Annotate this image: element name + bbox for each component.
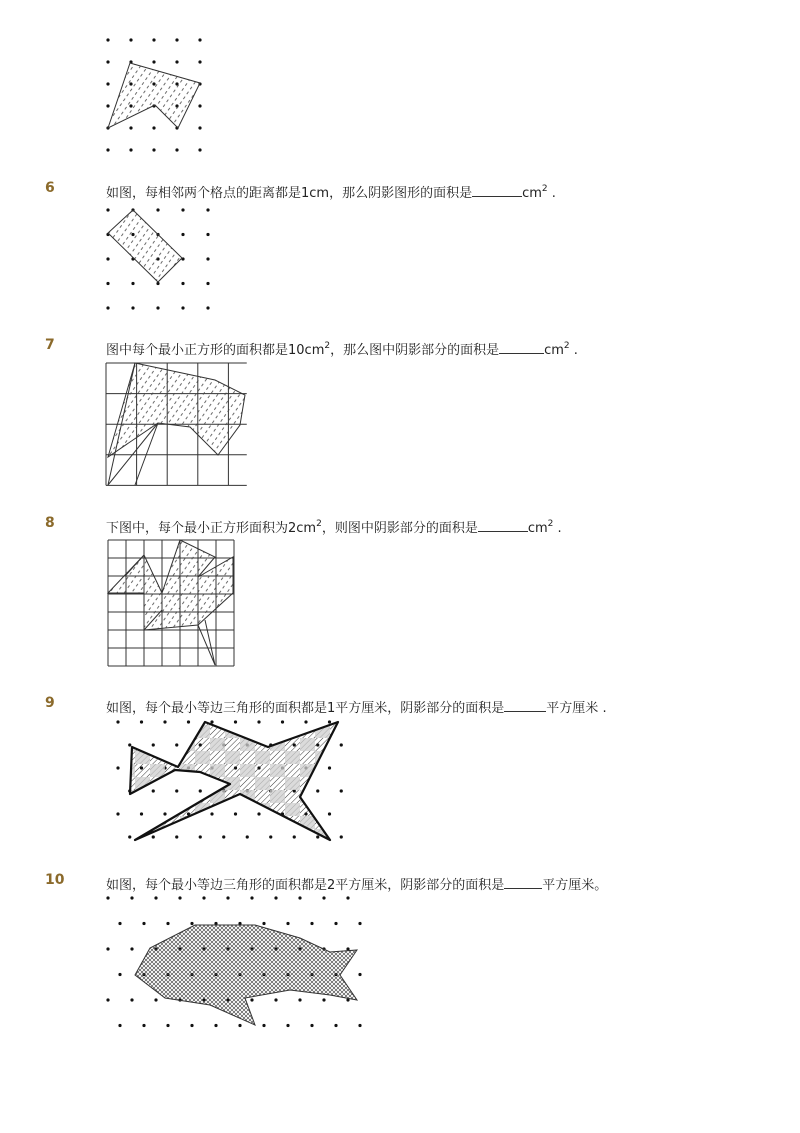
question-text: 图中每个最小正方形的面积都是$10cm^2$，那么图中阴影部分的面积是 $cm^2$ . [106, 341, 578, 358]
question-text: 如图，每个最小等边三角形的面积都是1平方厘米，阴影部分的面积是 平方厘米 . [106, 701, 607, 716]
grid-dot [128, 743, 131, 746]
grid-dot [298, 998, 301, 1001]
figure-q8-square-grid [0, 535, 800, 675]
grid-dot [210, 812, 213, 815]
grid-dot [106, 257, 109, 260]
figure-q7-square-grid [0, 355, 800, 495]
grid-dot [130, 896, 133, 899]
grid-dot [198, 148, 201, 151]
grid-dot [106, 947, 109, 950]
grid-dot [198, 126, 201, 129]
grid-dot [304, 720, 307, 723]
grid-dot [274, 896, 277, 899]
shaded-polygon [108, 540, 233, 630]
grid-dot [181, 208, 184, 211]
grid-dot [262, 922, 265, 925]
question-number: 10 [45, 872, 65, 888]
grid-dot [152, 148, 155, 151]
question-number: 8 [45, 515, 55, 531]
grid-dot [154, 896, 157, 899]
grid-dot [106, 208, 109, 211]
grid-dot [246, 835, 249, 838]
grid-dot [226, 896, 229, 899]
grid-dot [106, 896, 109, 899]
grid-dot [334, 1024, 337, 1027]
grid-dot [190, 922, 193, 925]
question-number: 6 [45, 180, 55, 196]
grid-dot [106, 148, 109, 151]
grid-dot [316, 835, 319, 838]
grid-dot [116, 720, 119, 723]
grid-dot [340, 835, 343, 838]
grid-dot [274, 998, 277, 1001]
grid-dot [358, 973, 361, 976]
grid-dot [152, 835, 155, 838]
grid-dot [198, 60, 201, 63]
question-text: 如图，每相邻两个格点的距离都是1cm，那么阴影图形的面积是 $cm^2$ . [106, 184, 556, 201]
grid-dot [118, 922, 121, 925]
grid-dot [310, 922, 313, 925]
grid-dot [142, 1024, 145, 1027]
grid-dot [175, 835, 178, 838]
grid-dot [106, 82, 109, 85]
figure-q9-triangle-dot-grid [0, 712, 800, 852]
shaded-polygon [108, 363, 245, 457]
question-text: 下图中，每个最小正方形面积为$2cm^2$，则图中阴影部分的面积是 $cm^2$ . [106, 519, 562, 536]
grid-dot [175, 789, 178, 792]
grid-dot [131, 306, 134, 309]
grid-dot [156, 208, 159, 211]
grid-dot [328, 720, 331, 723]
grid-dot [131, 282, 134, 285]
grid-dot [269, 835, 272, 838]
grid-dot [206, 208, 209, 211]
grid-dot [202, 896, 205, 899]
grid-dot [178, 896, 181, 899]
grid-dot [199, 789, 202, 792]
grid-dot [346, 896, 349, 899]
question-number: 7 [45, 337, 55, 353]
shaded-fish [135, 925, 357, 1025]
grid-dot [206, 282, 209, 285]
question-number: 9 [45, 695, 55, 711]
grid-dot [198, 104, 201, 107]
grid-dot [163, 720, 166, 723]
grid-dot [142, 922, 145, 925]
grid-dot [152, 38, 155, 41]
grid-dot [190, 1024, 193, 1027]
grid-dot [128, 835, 131, 838]
grid-dot [106, 60, 109, 63]
grid-dot [234, 720, 237, 723]
grid-dot [130, 947, 133, 950]
grid-dot [340, 789, 343, 792]
grid-dot [298, 896, 301, 899]
grid-dot [140, 812, 143, 815]
grid-dot [358, 922, 361, 925]
grid-dot [129, 148, 132, 151]
grid-dot [106, 282, 109, 285]
figure-q6-dot-grid [0, 195, 800, 320]
grid-dot [187, 720, 190, 723]
grid-dot [166, 922, 169, 925]
grid-dot [116, 812, 119, 815]
grid-dot [199, 835, 202, 838]
grid-dot [118, 1024, 121, 1027]
grid-dot [166, 1024, 169, 1027]
grid-dot [198, 38, 201, 41]
grid-dot [214, 1024, 217, 1027]
grid-dot [106, 104, 109, 107]
grid-dot [328, 766, 331, 769]
grid-dot [257, 812, 260, 815]
grid-dot [286, 922, 289, 925]
grid-dot [118, 973, 121, 976]
grid-dot [129, 38, 132, 41]
grid-dot [152, 126, 155, 129]
grid-dot [175, 743, 178, 746]
grid-dot [316, 789, 319, 792]
grid-dot [322, 896, 325, 899]
grid-dot [262, 1024, 265, 1027]
grid-dot [140, 720, 143, 723]
grid-dot [181, 306, 184, 309]
grid-dot [257, 720, 260, 723]
grid-dot [340, 743, 343, 746]
grid-dot [286, 1024, 289, 1027]
grid-dot [210, 720, 213, 723]
grid-dot [181, 233, 184, 236]
grid-dot [175, 38, 178, 41]
grid-dot [116, 766, 119, 769]
grid-dot [293, 835, 296, 838]
grid-dot [328, 812, 331, 815]
grid-dot [163, 812, 166, 815]
grid-dot [234, 812, 237, 815]
grid-dot [250, 998, 253, 1001]
grid-dot [206, 233, 209, 236]
grid-dot [206, 306, 209, 309]
grid-dot [129, 126, 132, 129]
grid-dot [322, 998, 325, 1001]
grid-dot [175, 60, 178, 63]
grid-dot [152, 60, 155, 63]
figure-q10-triangle-dot-grid [0, 890, 800, 1035]
grid-dot [281, 720, 284, 723]
grid-dot [106, 38, 109, 41]
figure-q5-dot-grid [0, 0, 800, 170]
grid-dot [156, 306, 159, 309]
grid-dot [152, 789, 155, 792]
question-text: 如图，每个最小等边三角形的面积都是2平方厘米，阴影部分的面积是 平方厘米。 [106, 878, 608, 893]
grid-dot [222, 835, 225, 838]
shaded-rectangle [108, 210, 182, 282]
grid-dot [238, 1024, 241, 1027]
shaded-shape [130, 722, 338, 840]
grid-dot [181, 282, 184, 285]
grid-dot [106, 306, 109, 309]
grid-dot [154, 998, 157, 1001]
grid-dot [152, 743, 155, 746]
grid-dot [250, 896, 253, 899]
grid-dot [106, 998, 109, 1001]
grid-dot [334, 922, 337, 925]
grid-dot [130, 998, 133, 1001]
grid-dot [310, 1024, 313, 1027]
grid-dot [175, 148, 178, 151]
shaded-polygon [108, 63, 200, 128]
grid-dot [206, 257, 209, 260]
grid-dot [358, 1024, 361, 1027]
